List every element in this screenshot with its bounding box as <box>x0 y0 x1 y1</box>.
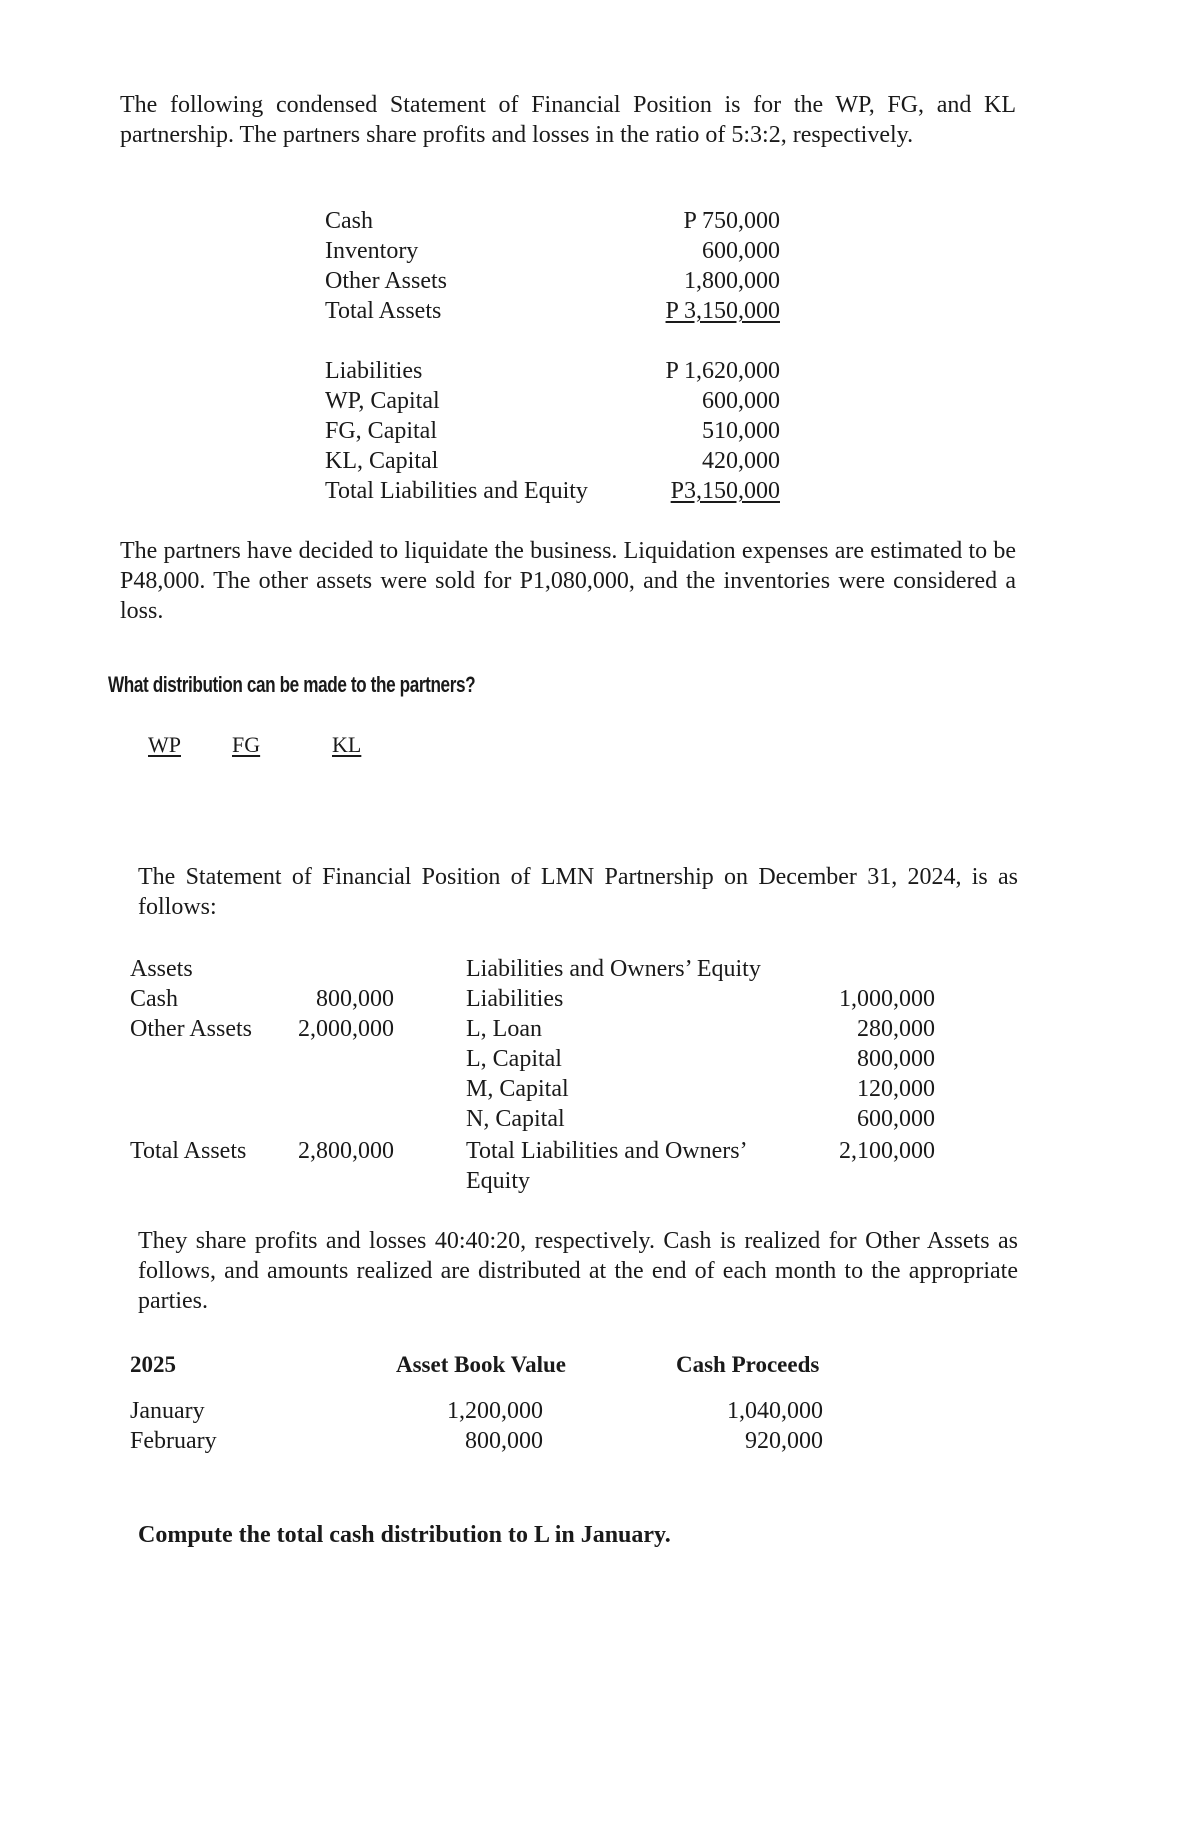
problem1-intro: The following condensed Statement of Financial Position is for the WP, FG, and KL partnership. The partners share profits and losses in the ratio of 5:3:2, respectively. <box>120 92 1016 148</box>
p2-asset-label: Other Assets <box>130 1016 252 1042</box>
p1-le-label: KL, Capital <box>325 448 439 474</box>
p1-total-assets-value <box>600 296 780 326</box>
p2-le-label: Liabilities <box>466 986 564 1012</box>
partner-header-kl: KL <box>332 732 362 757</box>
p1-total-le-value <box>600 476 780 506</box>
p2-total-le-label-cont: Equity <box>466 1168 530 1194</box>
p1-le-label: WP, Capital <box>325 388 440 414</box>
table-cell-proceeds: 920,000 <box>745 1428 823 1454</box>
p1-total-assets-underlined: P 3,150,000 <box>665 298 780 324</box>
p1-le-value: P 1,620,000 <box>665 358 780 384</box>
p1-asset-value: 600,000 <box>702 238 780 264</box>
p2-total-le-label: Total Liabilities and Owners’ <box>466 1138 748 1164</box>
p2-le-value: 800,000 <box>857 1046 935 1072</box>
p1-le-value: 420,000 <box>702 448 780 474</box>
p2-le-label: L, Loan <box>466 1016 542 1042</box>
p2-le-label: N, Capital <box>466 1106 565 1132</box>
table-cell-proceeds: 1,040,000 <box>727 1398 823 1424</box>
p2-le-value: 600,000 <box>857 1106 935 1132</box>
p1-total-le-underlined: P3,150,000 <box>670 478 780 504</box>
table-header-year: 2025 <box>130 1352 176 1377</box>
p1-asset-value: 1,800,000 <box>684 268 780 294</box>
p2-asset-label: Cash <box>130 986 178 1012</box>
p1-le-label: Liabilities <box>325 358 423 384</box>
p2-le-header: Liabilities and Owners’ Equity <box>466 956 761 982</box>
partner-header-wp: WP <box>148 732 181 757</box>
p1-asset-label: Other Assets <box>325 268 447 294</box>
p1-le-label: FG, Capital <box>325 418 437 444</box>
table-header-book-value: Asset Book Value <box>396 1352 566 1377</box>
table-cell-month: January <box>130 1398 205 1424</box>
p2-le-label: M, Capital <box>466 1076 569 1102</box>
p1-le-value: 600,000 <box>702 388 780 414</box>
p1-total-le-label: Total Liabilities and Equity <box>325 478 588 504</box>
p2-total-le-value: 2,100,000 <box>839 1138 935 1164</box>
p2-asset-value: 800,000 <box>316 986 394 1012</box>
table-cell-month: February <box>130 1428 217 1454</box>
p2-le-value: 280,000 <box>857 1016 935 1042</box>
p1-asset-label: Cash <box>325 208 373 234</box>
p2-total-assets-value: 2,800,000 <box>298 1138 394 1164</box>
p1-asset-value: P 750,000 <box>683 208 780 234</box>
table-header-cash-proceeds: Cash Proceeds <box>676 1352 820 1377</box>
problem2-intro: The Statement of Financial Position of LMN Partnership on December 31, 2024, is as follows: <box>138 864 1018 920</box>
p2-assets-header: Assets <box>130 956 193 982</box>
problem2-sharing-text: They share profits and losses 40:40:20, respectively. Cash is realized for Other Assets as follows, and amounts realized are distributed at the end of each month to the appropriate parties. <box>138 1228 1018 1314</box>
p1-asset-label: Inventory <box>325 238 419 264</box>
problem1-question: What distribution can be made to the partners? <box>108 672 476 697</box>
table-cell-book-value: 800,000 <box>465 1428 543 1454</box>
partner-header-fg: FG <box>232 732 261 757</box>
problem2-question: Compute the total cash distribution to L in January. <box>138 1522 671 1548</box>
p2-le-value: 1,000,000 <box>839 986 935 1012</box>
problem1-liquidation-text: The partners have decided to liquidate the business. Liquidation expenses are estimated to be P48,000. The other assets were sold for P1,080,000, and the inventories were considered a loss. <box>120 538 1016 624</box>
p2-asset-value: 2,000,000 <box>298 1016 394 1042</box>
p2-le-value: 120,000 <box>857 1076 935 1102</box>
p2-total-assets-label: Total Assets <box>130 1138 247 1164</box>
p2-le-label: L, Capital <box>466 1046 562 1072</box>
table-cell-book-value: 1,200,000 <box>447 1398 543 1424</box>
p1-le-value: 510,000 <box>702 418 780 444</box>
p1-total-assets-label: Total Assets <box>325 298 442 324</box>
